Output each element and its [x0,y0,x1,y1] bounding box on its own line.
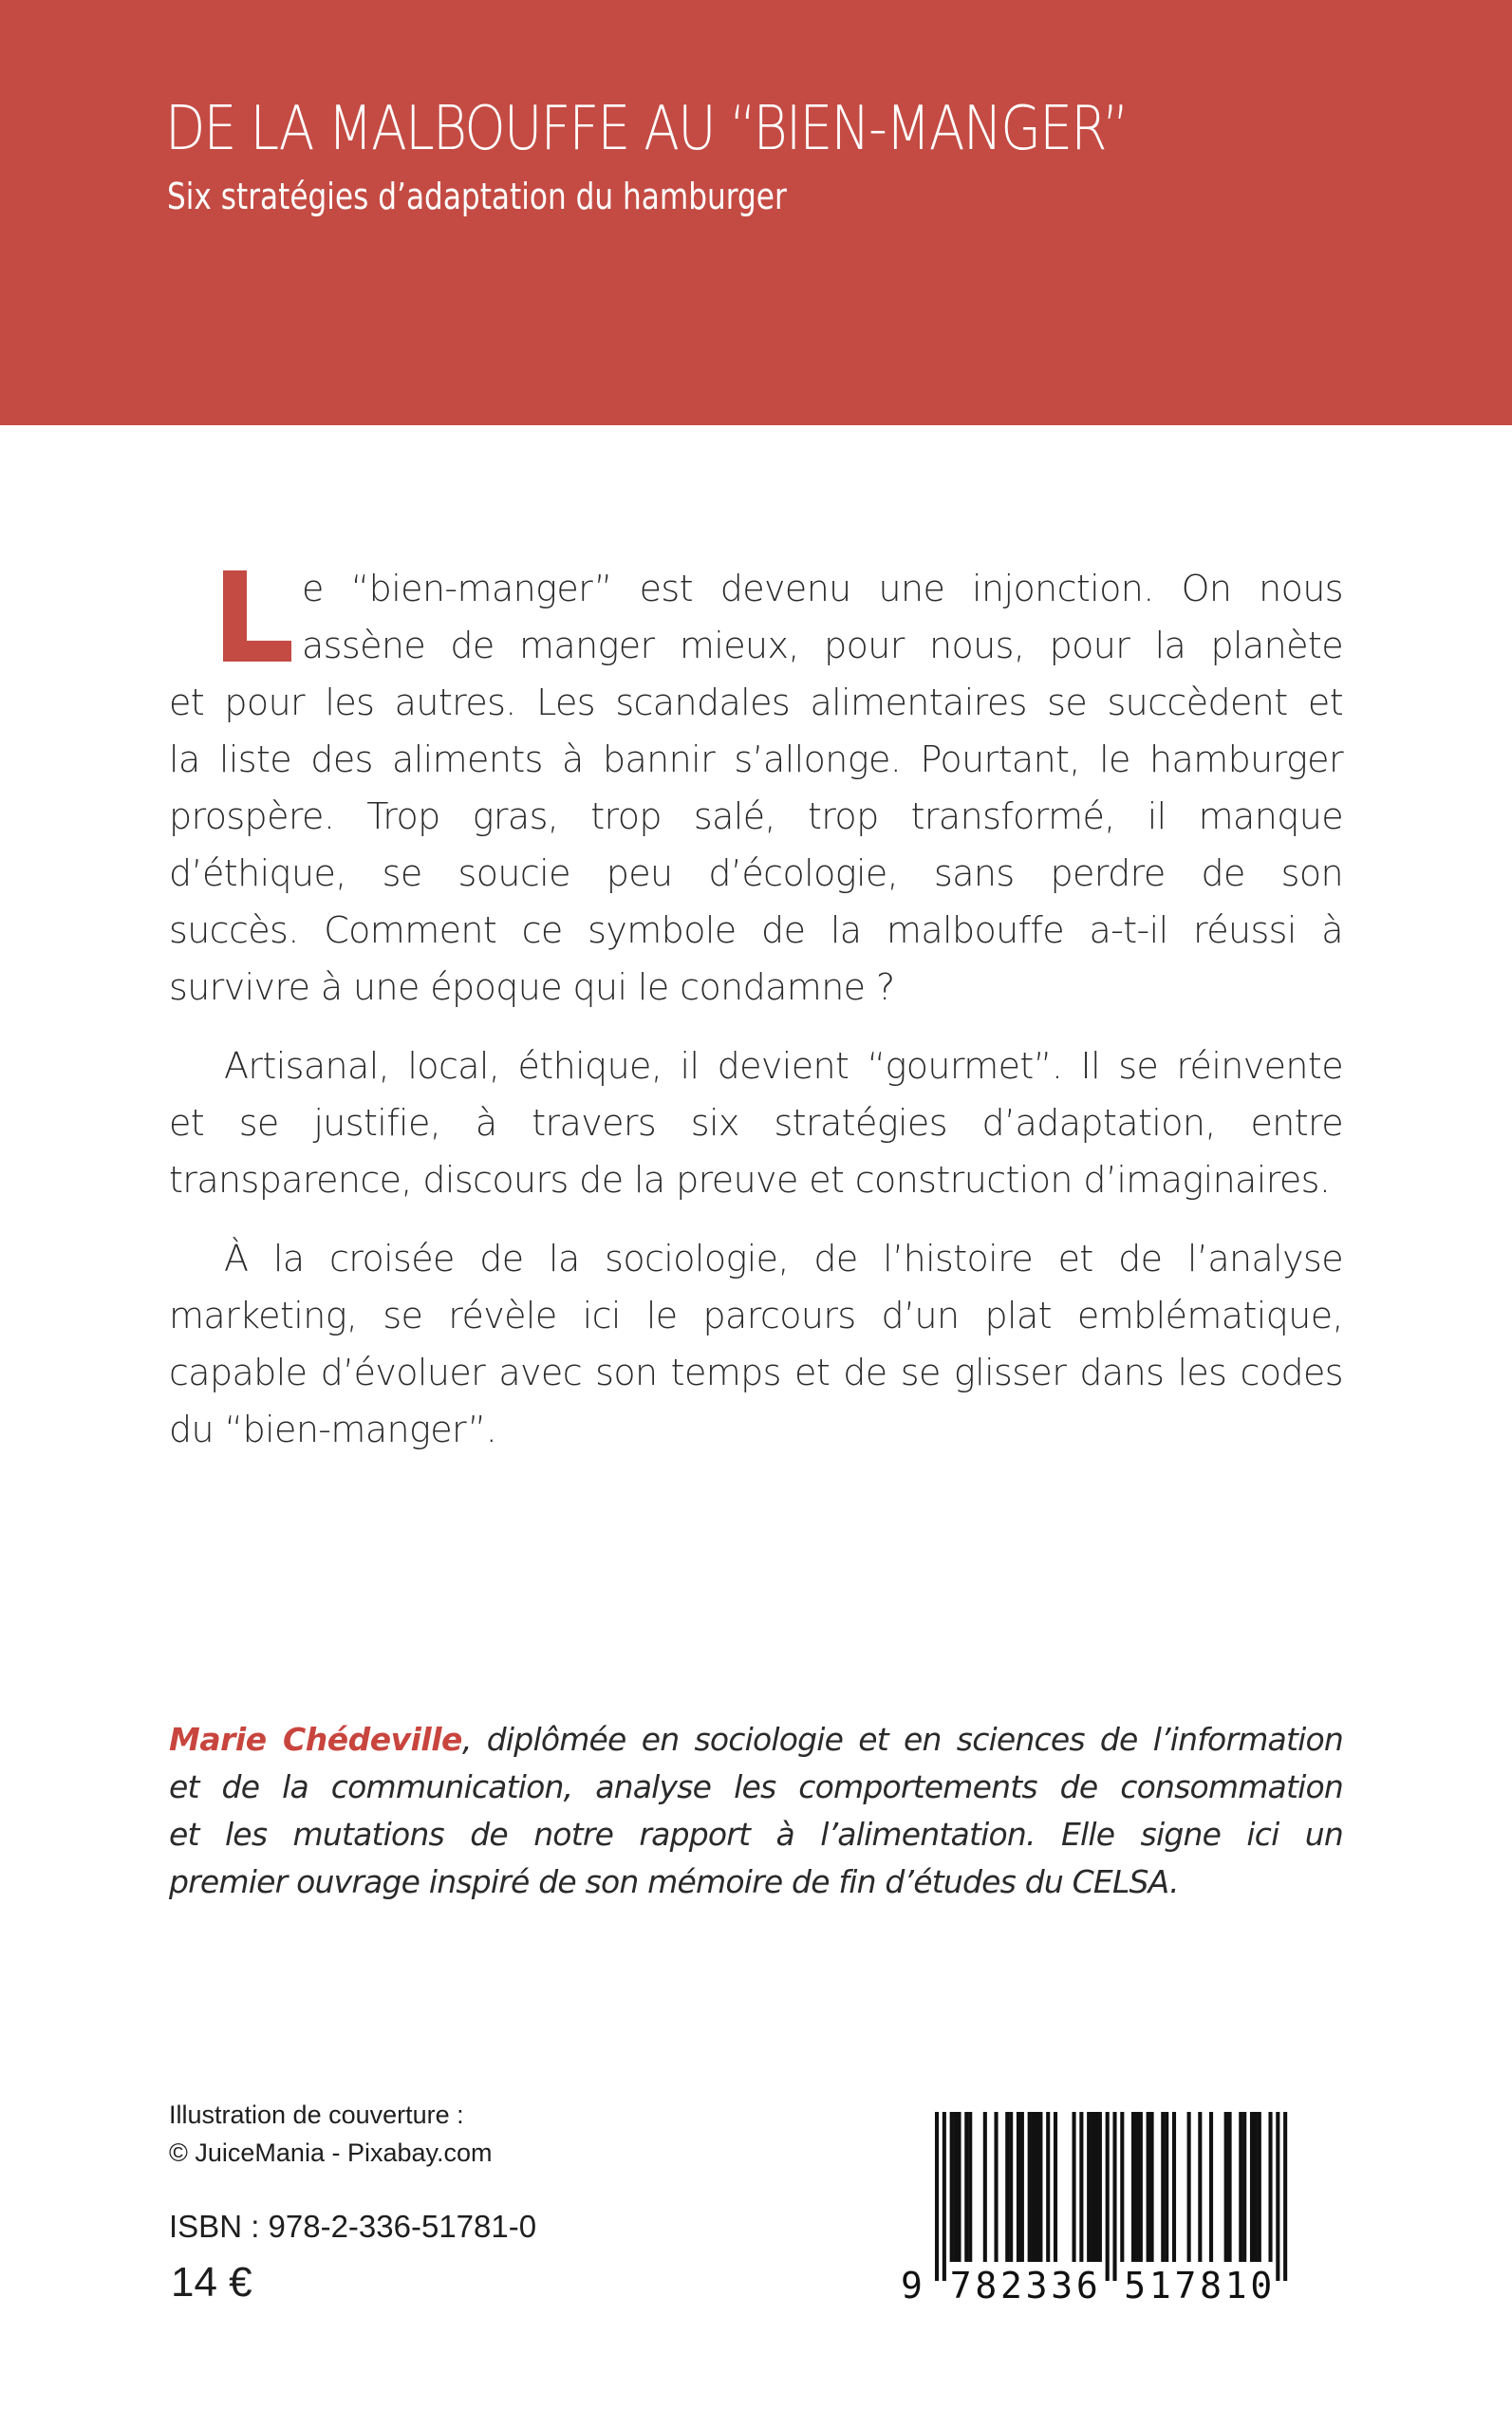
cover-header-band [0,0,1512,425]
bio-line: premier ouvrage inspiré de son mémoire de fin d’études du CELSA. [169,1863,1179,1900]
bio-text: , diplômée en sociologie et en sciences de l’information [461,1721,1343,1758]
blurb-line: la liste des aliments à bannir s’allonge. Pourtant, le hamburger [169,738,1343,780]
cover-credits [169,2096,493,2172]
ean-barcode [897,2112,1296,2311]
bio-line: et de la communication, analyse les comportements de consommation [169,1768,1343,1805]
book-title: DE LA MALBOUFFE AU “BIEN-MANGER” [165,94,1129,164]
svg-text:517810: 517810 [1124,2265,1273,2306]
blurb-paragraph-1 [169,560,1343,1016]
blurb-line: d’éthique, se soucie peu d’écologie, sans perdre de son [169,852,1343,894]
illustration-label: Illustration de couverture : [169,2101,464,2129]
blurb-line: succès. Comment ce symbole de la malbouffe a-t-il réussi à [169,909,1343,951]
blurb-line: À la croisée de la sociologie, de l’histoire et de l’analyse [224,1238,1343,1279]
author-bio [169,1716,1343,1906]
blurb-line: du “bien-manger”. [169,1409,497,1450]
blurb-line: et se justifie, à travers six stratégies d’adaptation, entre [169,1102,1343,1144]
blurb-line: et pour les autres. Les scandales alimentaires se succèdent et [169,682,1343,723]
author-name: Marie Chédeville [169,1721,462,1758]
svg-text:782336: 782336 [949,2265,1098,2306]
svg-text:9: 9 [901,2265,923,2306]
price: 14 € [171,2259,252,2306]
blurb-line: prospère. Trop gras, trop salé, trop transformé, il manque [169,795,1343,837]
blurb-line: e “bien-manger” est devenu une injonction. On nous [302,568,1343,609]
illustration-source: © JuiceMania - Pixabay.com [169,2138,493,2167]
bio-line: et les mutations de notre rapport à l’alimentation. Elle signe ici un [169,1816,1343,1853]
blurb-paragraph-2 [169,1037,1343,1208]
blurb-line: capable d’évoluer avec son temps et de se glisser dans les codes [169,1352,1343,1393]
blurb-line: Artisanal, local, éthique, il devient “gourmet”. Il se réinvente [224,1045,1343,1087]
blurb-line: marketing, se révèle ici le parcours d’un plat emblématique, [169,1295,1343,1336]
barcode-bars [897,2112,1296,2311]
blurb-paragraph-3 [169,1230,1343,1458]
blurb-line: survivre à une époque qui le condamne ? [169,966,895,1008]
bio-line [169,1716,1343,1764]
blurb-line: assène de manger mieux, pour nous, pour la planète [302,625,1343,666]
isbn-number: ISBN : 978-2-336-51781-0 [169,2209,537,2244]
book-subtitle: Six stratégies d’adaptation du hamburger [167,176,787,217]
blurb-line: transparence, discours de la preuve et construction d’imaginaires. [169,1159,1331,1201]
